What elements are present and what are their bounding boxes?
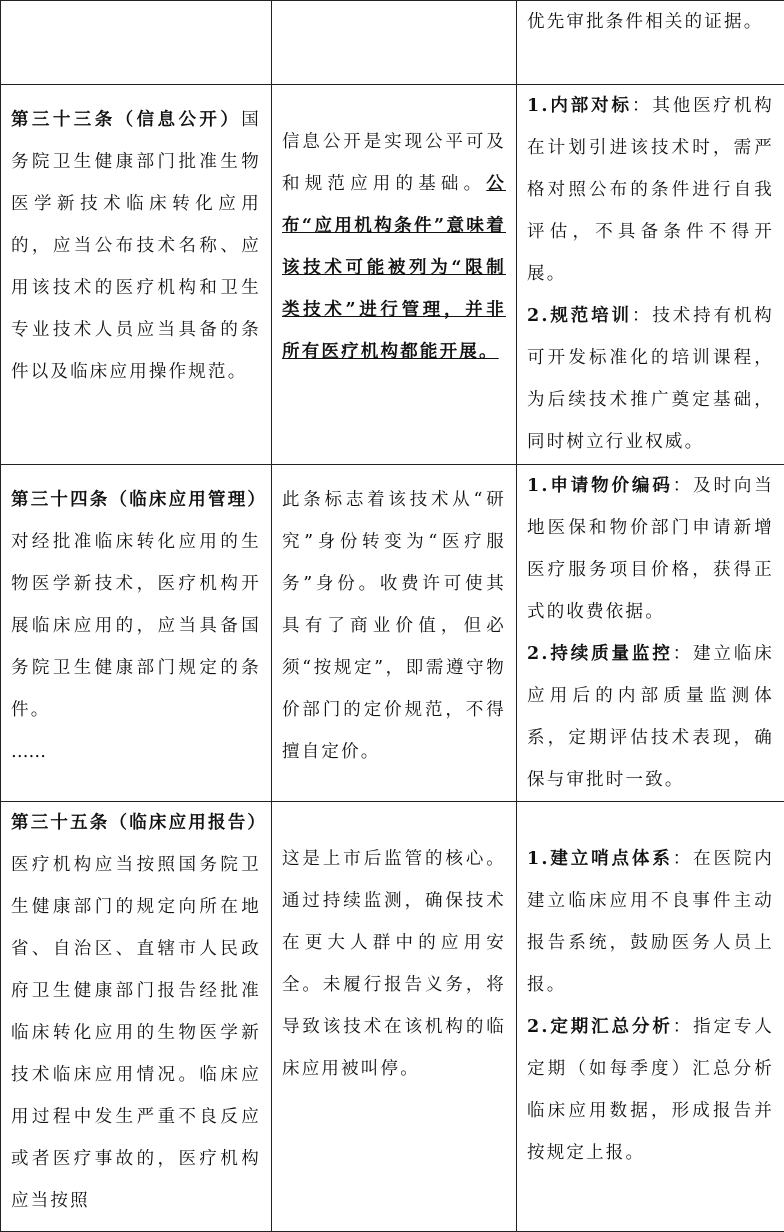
action-body: ：指定专人定期（如每季度）汇总分析临床应用数据，形成报告并按规定上报。 xyxy=(527,1017,774,1163)
article-text xyxy=(11,99,261,393)
article-title: 第三十四条（临床应用管理） xyxy=(11,490,267,510)
action-body: ：建立临床应用后的内部质量监测体系，定期评估技术表现，确保与审批时一致。 xyxy=(527,644,774,790)
analysis-highlight: 公布“应用机构条件”意味着该技术可能被列为“限制类技术”进行管理，并非所有医疗机构都能开展。 xyxy=(282,174,506,362)
action-body: ：其他医疗机构在计划引进该技术时，需严格对照公布的条件进行自我评估，不具备条件不得开展。 xyxy=(527,96,774,284)
action-cell xyxy=(517,1,784,85)
action-body: ：在医院内建立临床应用不良事件主动报告系统，鼓励医务人员上报。 xyxy=(527,849,774,995)
action-title: 2.持续质量监控 xyxy=(527,644,673,664)
action-title: 1.建立哨点体系 xyxy=(527,849,673,869)
action-item xyxy=(527,465,774,633)
action-title: 1.内部对标 xyxy=(527,96,632,116)
article-title: 第三十五条（临床应用报告） xyxy=(11,813,267,833)
article-text xyxy=(11,802,261,1222)
analysis-body: 信息公开是实现公平可及和规范应用的基础。 xyxy=(282,132,506,194)
table-row xyxy=(1,802,784,1232)
analysis-cell xyxy=(272,85,517,465)
action-title: 1.申请物价编码 xyxy=(527,476,673,496)
action-cell xyxy=(517,802,784,1232)
article-text xyxy=(11,479,261,731)
action-item xyxy=(527,295,774,463)
analysis-text: 此条标志着该技术从“研究”身份转变为“医疗服务”身份。收费许可使其具有了商业价值，但必须“按规定”，即需遵守物价部门的定价规范，不得擅自定价。 xyxy=(282,479,506,773)
action-item xyxy=(527,838,774,1006)
ellipsis: …… xyxy=(11,731,261,773)
article-body: 医疗机构应当按照国务院卫生健康部门的规定向所在地省、自治区、直辖市人民政府卫生健康部门报告经批准临床转化应用的生物医学新技术临床应用情况。临床应用过程中发生严重不良反应或者医疗事故的，医疗机构应当按照 xyxy=(11,855,261,1211)
table-row xyxy=(1,465,784,802)
table-row xyxy=(1,85,784,465)
article-title: 第三十三条（信息公开） xyxy=(11,110,241,130)
action-text: 优先审批条件相关的证据。 xyxy=(527,1,774,43)
article-cell xyxy=(1,85,272,465)
analysis-cell xyxy=(272,1,517,85)
analysis-cell xyxy=(272,465,517,802)
table-row xyxy=(1,1,784,85)
analysis-cell xyxy=(272,802,517,1232)
action-cell xyxy=(517,465,784,802)
analysis-text xyxy=(282,121,506,373)
action-item xyxy=(527,1006,774,1174)
action-item xyxy=(527,85,774,295)
action-cell xyxy=(517,85,784,465)
analysis-text: 这是上市后监管的核心。通过持续监测，确保技术在更大人群中的应用安全。未履行报告义务，将导致该技术在该机构的临床应用被叫停。 xyxy=(282,838,506,1090)
action-title: 2.定期汇总分析 xyxy=(527,1017,673,1037)
action-title: 2.规范培训 xyxy=(527,306,632,326)
article-body: 国务院卫生健康部门批准生物医学新技术临床转化应用的，应当公布技术名称、应用该技术的医疗机构和卫生专业技术人员应当具备的条件以及临床应用操作规范。 xyxy=(11,110,261,382)
action-body: ：技术持有机构可开发标准化的培训课程，为后续技术推广奠定基础，同时树立行业权威。 xyxy=(527,306,774,452)
action-body: ：及时向当地医保和物价部门申请新增医疗服务项目价格，获得正式的收费依据。 xyxy=(527,476,774,622)
article-cell xyxy=(1,802,272,1232)
article-body: 对经批准临床转化应用的生物医学新技术，医疗机构开展临床应用的，应当具备国务院卫生健康部门规定的条件。 xyxy=(11,532,261,720)
article-cell xyxy=(1,465,272,802)
action-item xyxy=(527,633,774,801)
article-cell xyxy=(1,1,272,85)
